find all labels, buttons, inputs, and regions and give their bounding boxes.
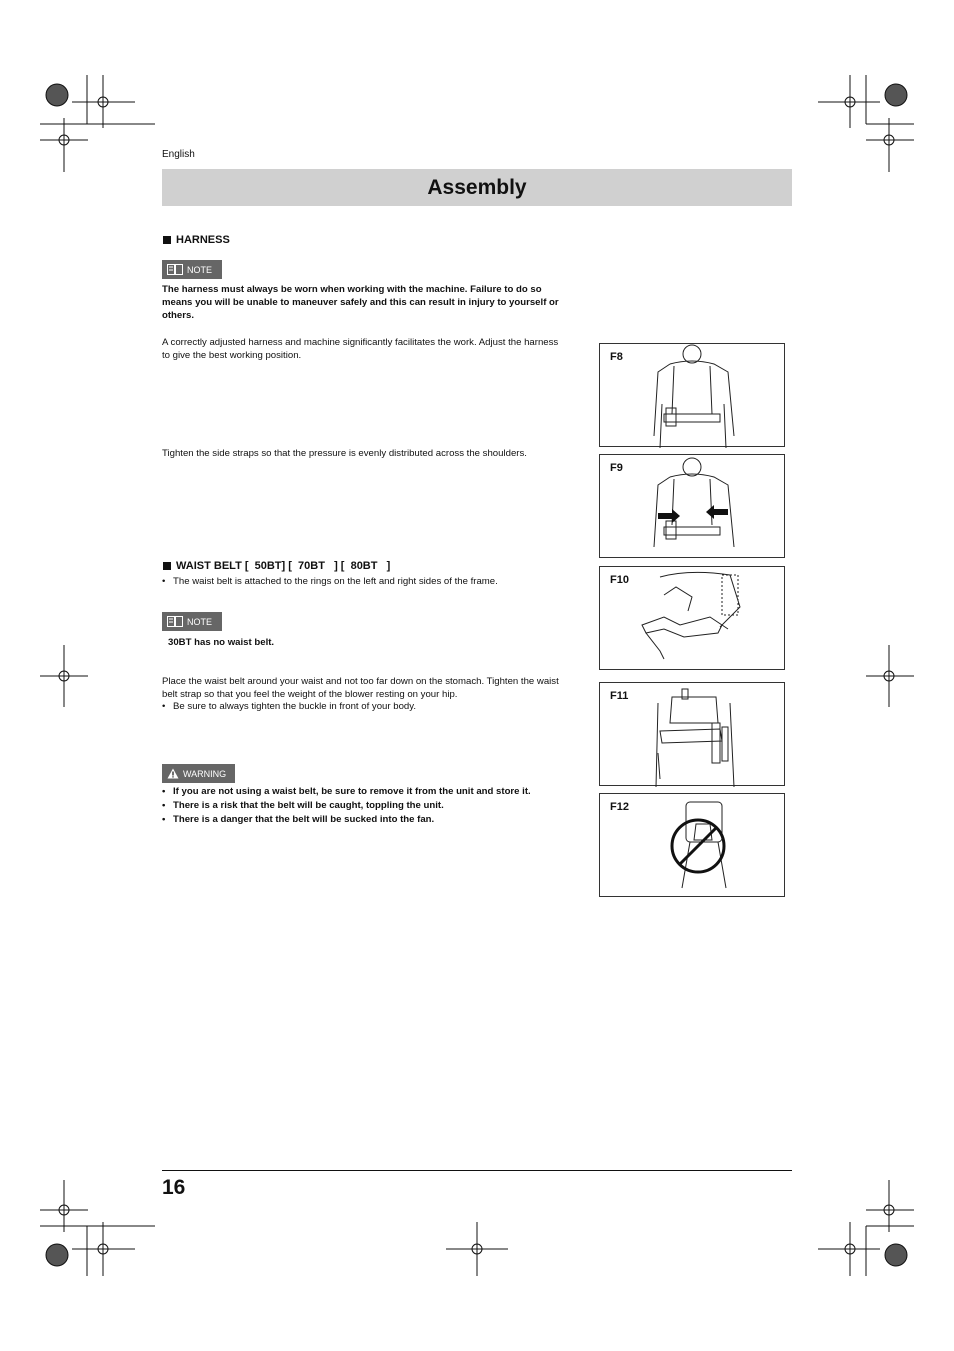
harness-side-straps-illustration (600, 455, 786, 559)
figure-f9 (599, 454, 785, 558)
waist-belt-paragraph: Place the waist belt around your waist and not too far down on the stomach. Tighten the waist belt strap so that you feel the weight of the blower resting on your hip. (162, 676, 559, 700)
warning-triangle-icon (167, 768, 179, 779)
page-title: Assembly (427, 175, 527, 199)
warning-badge (162, 764, 235, 783)
book-icon (167, 616, 183, 627)
waist-belt-bullets-2 (162, 700, 582, 714)
list-item: • The waist belt is attached to the rings on the left and right sides of the frame. (162, 575, 582, 589)
harness-heading-text: HARNESS (176, 234, 230, 246)
warning-item: • There is a danger that the belt will be sucked into the fan. (162, 813, 582, 827)
figure-label: F10 (610, 574, 629, 586)
waist-belt-heading-text: WAIST BELT [ 50BT] [ 70BT ] [ 80BT ] (176, 560, 391, 572)
figure-f12 (599, 793, 785, 897)
waist-belt-note-text: 30BT has no waist belt. (168, 637, 275, 648)
figure-f11 (599, 682, 785, 786)
warning-item: • If you are not using a waist belt, be sure to remove it from the unit and store it. (162, 785, 582, 799)
note-badge (162, 612, 222, 631)
list-item: • Be sure to always tighten the buckle in front of your body. (162, 700, 582, 714)
figure-f10 (599, 566, 785, 670)
note-label: NOTE (187, 616, 213, 627)
warning-item: • There is a risk that the belt will be caught, toppling the unit. (162, 799, 582, 813)
warning-list (162, 785, 582, 827)
figure-label: F8 (610, 351, 623, 363)
footer-rule (162, 1170, 792, 1171)
page-number: 16 (162, 1176, 186, 1199)
book-icon (167, 264, 183, 275)
note-label: NOTE (187, 264, 213, 275)
figure-label: F11 (610, 690, 629, 702)
figure-label: F9 (610, 462, 623, 474)
square-bullet-icon (163, 562, 171, 570)
waist-belt-bullets-1 (162, 575, 582, 589)
title-bar (162, 169, 792, 206)
language-label: English (162, 149, 195, 160)
harness-note-text: The harness must always be worn when working with the machine. Failure to do so means you will be unable to maneuver safely and this can result in injury to yourself or others. (162, 284, 559, 321)
harness-paragraph-1: A correctly adjusted harness and machine significantly facilitates the work. Adjust the harness to give the best working position. (162, 337, 559, 361)
warning-label: WARNING (183, 768, 227, 779)
note-badge (162, 260, 222, 279)
figure-f8 (599, 343, 785, 447)
square-bullet-icon (163, 236, 171, 244)
harness-paragraph-2: Tighten the side straps so that the pressure is evenly distributed across the shoulders. (162, 448, 527, 459)
waist-belt-heading (163, 560, 390, 572)
harness-front-illustration (600, 344, 786, 448)
harness-heading (163, 234, 230, 246)
figure-label: F12 (610, 801, 629, 813)
